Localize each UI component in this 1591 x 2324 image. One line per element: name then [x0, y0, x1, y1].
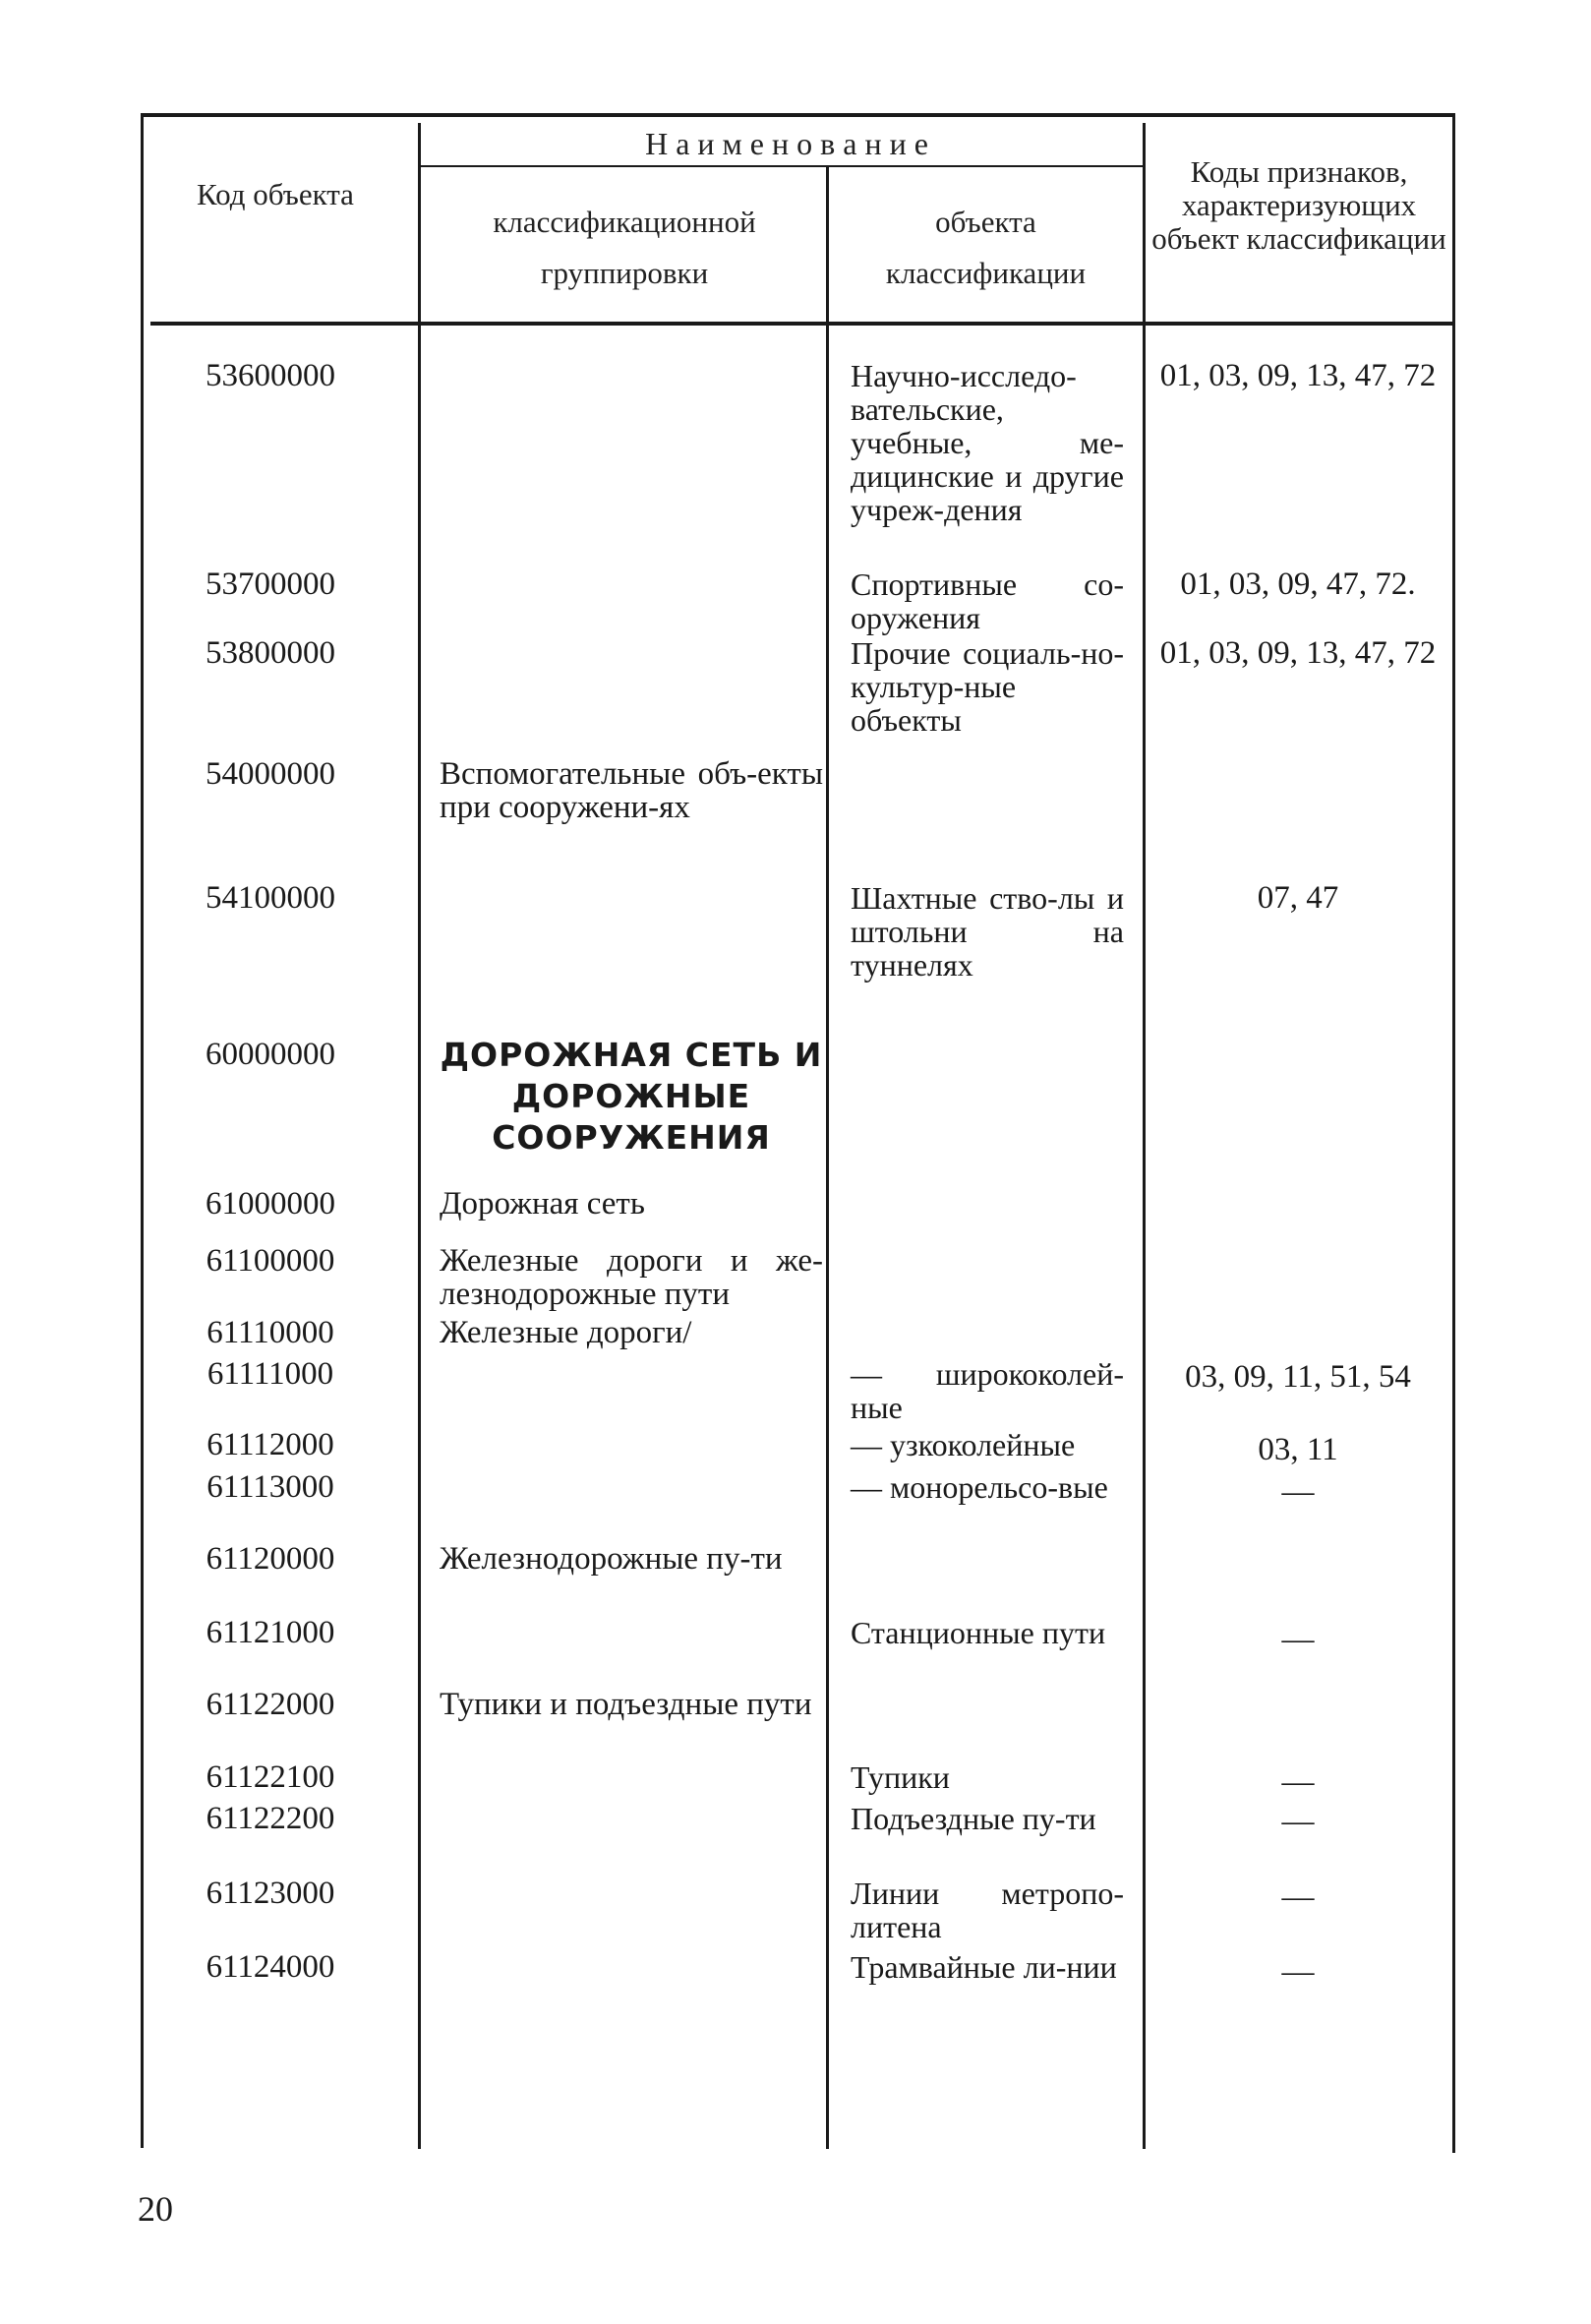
group-61120000: Железнодорожные пу-ти	[440, 1541, 783, 1577]
code-61123000: 61123000	[206, 1876, 335, 1911]
code-54100000: 54100000	[206, 880, 335, 916]
code-61120000: 61120000	[206, 1541, 335, 1577]
code-61122100: 61122100	[206, 1759, 335, 1795]
object-61122100: Тупики	[851, 1759, 950, 1795]
code-61121000: 61121000	[206, 1615, 335, 1650]
code-61124000: 61124000	[206, 1949, 335, 1985]
signs-61123000: —	[1281, 1879, 1315, 1915]
group-54000000: Вспомогательные объ-екты при сооружени-ях	[440, 756, 823, 825]
signs-61124000: —	[1281, 1954, 1315, 1990]
code-54000000: 54000000	[206, 756, 335, 792]
code-60000000: 60000000	[206, 1037, 335, 1072]
naimenovanie-header: Н а и м е н о в а н и е	[645, 126, 928, 161]
signs-61113000: —	[1281, 1474, 1315, 1510]
object-61124000: Трамвайные ли-нии	[851, 1949, 1117, 1985]
code-61111000: 61111000	[206, 1356, 334, 1392]
signs-53600000: 01, 03, 09, 13, 47, 72	[1159, 358, 1437, 393]
col-object-header: объекта классификации	[885, 205, 1087, 290]
object-53700000: Спортивные со-оружения	[851, 566, 1124, 635]
group-61000000: Дорожная сеть	[440, 1186, 645, 1222]
code-61122000: 61122000	[206, 1687, 335, 1722]
object-61113000: — монорельсо-вые	[851, 1469, 1108, 1505]
object-61111000: — ширококолей-ные	[851, 1356, 1124, 1425]
signs-53800000: 01, 03, 09, 13, 47, 72	[1159, 635, 1437, 671]
code-61113000: 61113000	[206, 1469, 334, 1505]
divider-object-signs	[1143, 123, 1146, 2149]
object-61122200: Подъездные пу-ти	[851, 1801, 1096, 1836]
col-signs-header: Коды признаков, характеризующих объект классификации	[1151, 154, 1446, 256]
code-53700000: 53700000	[206, 566, 335, 602]
object-61112000: — узкоколейные	[851, 1427, 1076, 1462]
object-53800000: Прочие социаль-но-культур-ные объекты	[851, 635, 1124, 738]
signs-61111000: 03, 09, 11, 51, 54	[1185, 1359, 1411, 1395]
table-top-border	[141, 113, 1455, 117]
group-61100000: Железные дороги и же-лезнодорожные пути	[440, 1243, 823, 1312]
group-61110000: Железные дороги/	[440, 1315, 692, 1350]
left-border	[141, 117, 144, 2148]
object-54100000: Шахтные ство-лы и штольни на туннелях	[851, 880, 1124, 983]
section-heading-road-network: ДОРОЖНАЯ СЕТЬ И ДОРОЖНЫЕ СООРУЖЕНИЯ	[440, 1036, 823, 1157]
code-61100000: 61100000	[206, 1243, 335, 1279]
col-code-header: Код объекта	[197, 177, 354, 211]
signs-61122100: —	[1281, 1764, 1315, 1800]
divider-code-group	[418, 123, 421, 2149]
code-53600000: 53600000	[206, 358, 335, 393]
code-61122200: 61122200	[206, 1801, 335, 1836]
object-61123000: Линии метропо-литена	[851, 1876, 1124, 1944]
object-61121000: Станционные пути	[851, 1615, 1106, 1650]
code-61110000: 61110000	[206, 1315, 334, 1350]
signs-61112000: 03, 11	[1258, 1432, 1338, 1467]
code-53800000: 53800000	[206, 635, 335, 671]
signs-53700000: 01, 03, 09, 47, 72.	[1180, 566, 1416, 602]
right-border	[1452, 117, 1455, 2153]
code-61000000: 61000000	[206, 1186, 335, 1222]
group-61122000: Тупики и подъездные пути	[440, 1687, 812, 1722]
signs-61121000: —	[1281, 1622, 1315, 1657]
signs-54100000: 07, 47	[1257, 880, 1339, 916]
signs-61122200: —	[1281, 1804, 1315, 1839]
col-group-header: классификационной группировки	[493, 205, 756, 290]
object-53600000: Научно-исследо-вательские, учебные, ме-дицинские и другие учреж-дения	[851, 358, 1124, 527]
header-bottom-border	[150, 322, 1455, 326]
page-number: 20	[138, 2189, 173, 2229]
divider-group-object	[826, 167, 829, 2149]
naimenovanie-underline	[420, 165, 1146, 167]
code-61112000: 61112000	[206, 1427, 334, 1462]
